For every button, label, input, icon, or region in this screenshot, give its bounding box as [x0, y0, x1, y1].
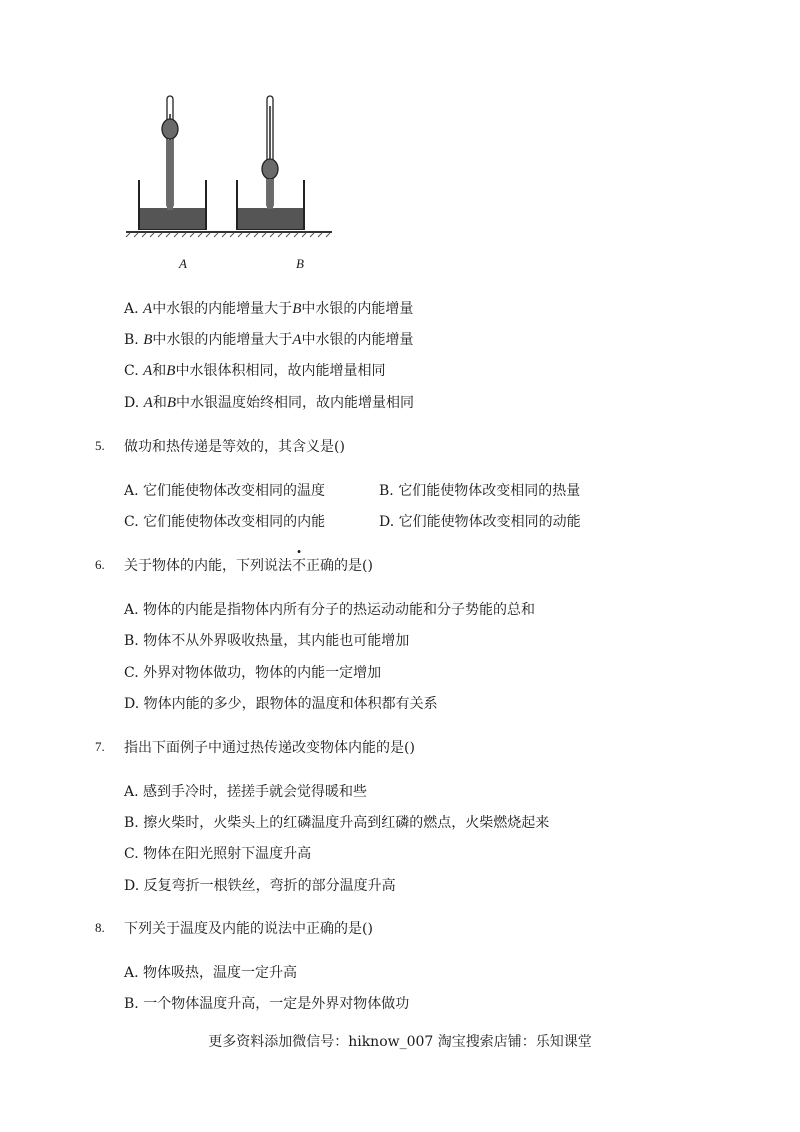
q6-emphasis: 不 — [292, 558, 306, 574]
q5-number: 5. — [95, 438, 105, 453]
q6-number: 6. — [95, 557, 105, 572]
q6-option-a[interactable]: A. 物体的内能是指物体内所有分子的热运动动能和分子势能的总和 — [124, 602, 536, 618]
q7-option-a[interactable]: A. 感到手冷时，搓搓手就会觉得暖和些 — [124, 784, 368, 800]
q7-option-c[interactable]: C. 物体在阳光照射下温度升高 — [124, 846, 312, 862]
q6-text: 关于物体的内能，下列说法不正确的是() — [124, 555, 373, 575]
thermometer-a — [162, 96, 178, 210]
footer-promo: 更多资料添加微信号：hiknow_007 淘宝搜索店铺：乐知课堂 — [208, 1034, 592, 1050]
q7-number: 7. — [95, 739, 105, 754]
q4-option-b[interactable]: B. B中水银的内能增量大于A中水银的内能增量 — [124, 332, 414, 348]
thermometer-figure — [124, 92, 334, 272]
q5-option-b[interactable]: B. 它们能使物体改变相同的热量 — [379, 483, 581, 499]
q5-text: 做功和热传递是等效的，其含义是() — [124, 439, 345, 455]
figure-label-b: B — [296, 256, 304, 271]
q7-text: 指出下面例子中通过热传递改变物体内能的是() — [124, 740, 415, 756]
q6-option-c[interactable]: C. 外界对物体做功，物体的内能一定增加 — [124, 665, 382, 681]
q6-option-d[interactable]: D. 物体内能的多少，跟物体的温度和体积都有关系 — [124, 696, 438, 712]
q7-option-b[interactable]: B. 擦火柴时，火柴头上的红磷温度升高到红磷的燃点，火柴燃烧起来 — [124, 815, 550, 831]
q5-option-a[interactable]: A. 它们能使物体改变相同的温度 — [124, 483, 326, 499]
thermometer-b — [262, 96, 278, 209]
ground-hatching — [126, 233, 330, 237]
q7-option-d[interactable]: D. 反复弯折一根铁丝，弯折的部分温度升高 — [124, 878, 396, 894]
figure-label-a: A — [179, 256, 187, 271]
thermometer-diagram — [124, 92, 334, 272]
q8-number: 8. — [95, 920, 105, 935]
q4-option-d[interactable]: D. A和B中水银温度始终相同，故内能增量相同 — [124, 395, 414, 411]
q5-option-d[interactable]: D. 它们能使物体改变相同的动能 — [379, 514, 581, 530]
q5-option-c[interactable]: C. 它们能使物体改变相同的内能 — [124, 514, 326, 530]
q8-option-b[interactable]: B. 一个物体温度升高，一定是外界对物体做功 — [124, 996, 410, 1012]
q4-option-c[interactable]: C. A和B中水银体积相同，故内能增量相同 — [124, 363, 386, 379]
q6-option-b[interactable]: B. 物体不从外界吸收热量，其内能也可能增加 — [124, 633, 410, 649]
q8-text: 下列关于温度及内能的说法中正确的是() — [124, 921, 373, 937]
q8-option-a[interactable]: A. 物体吸热，温度一定升高 — [124, 965, 298, 981]
q4-option-a[interactable]: A. A中水银的内能增量大于B中水银的内能增量 — [124, 301, 414, 317]
